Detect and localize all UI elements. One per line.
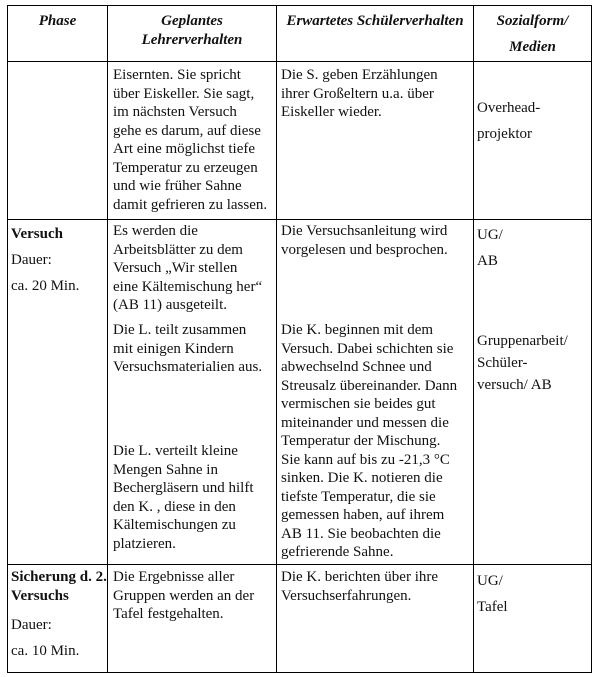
text-line: ihrer Großeltern u.a. über — [281, 85, 434, 102]
header-student: Erwartetes Schülerverhalten — [286, 13, 464, 29]
text-line: Tafel festgehalten. — [113, 606, 224, 622]
text-line: Schüler- — [477, 355, 528, 371]
text-line: Die L. verteilt kleine — [113, 443, 238, 459]
text-line: mit einigen Kindern — [113, 340, 234, 357]
row2-media-text-b — [477, 330, 568, 396]
row2-teacher-text-a — [113, 222, 262, 315]
text-line: damit gefrieren zu lassen. — [113, 196, 268, 213]
text-line: Overhead- — [477, 100, 541, 116]
text-line: Eisernten. Sie spricht — [113, 67, 241, 83]
table-border-bottom — [7, 672, 592, 673]
text-line: vorgelesen und besprochen. — [281, 241, 448, 258]
phase-title: Versuchs — [11, 587, 69, 604]
text-line: über Eiskeller. Sie sagt, — [113, 85, 255, 102]
text-line: Sie kann auf bis zu -21,3 °C — [281, 451, 450, 468]
text-line: Tafel — [477, 599, 508, 615]
text-line: UG/ — [477, 227, 503, 243]
row2-teacher-text-c — [113, 442, 254, 553]
text-line: sinken. Die K. notieren die — [281, 470, 443, 486]
text-line: Dauer: — [11, 617, 52, 633]
text-line: Arbeitsblätter zu dem — [113, 241, 243, 258]
header-media — [474, 12, 591, 56]
text-line: Temperatur zu erzeugen — [113, 159, 258, 176]
header-teacher — [108, 12, 276, 49]
text-line: und wie früher Sahne — [113, 178, 242, 194]
header-divider — [7, 61, 592, 62]
text-line: ca. 10 Min. — [11, 643, 80, 659]
column-divider — [7, 5, 8, 673]
text-line: gemessen haben, auf ihrem — [281, 507, 445, 523]
text-line: Die K. berichten über ihre — [281, 569, 439, 585]
text-line: miteinander und messen die — [281, 414, 449, 431]
text-line: Versuchserfahrungen. — [281, 587, 412, 604]
text-line: Die S. geben Erzählungen — [281, 67, 438, 83]
text-line: projektor — [477, 126, 532, 142]
text-line: Gruppenarbeit/ — [477, 333, 568, 349]
row2-student-text-a — [281, 222, 448, 259]
row2-student-text-b — [281, 321, 457, 562]
text-line: Kältemischungen zu — [113, 517, 236, 533]
header-teacher-line: Lehrerverhalten — [141, 31, 243, 48]
header-media-line: Sozialform/ — [496, 13, 569, 29]
row2-phase — [11, 221, 79, 299]
row2-media-text-a — [477, 222, 503, 274]
text-line: Die L. teilt zusammen — [113, 322, 247, 338]
phase-title: Versuch — [11, 226, 63, 242]
text-line: Streusalz übereinander. Dann — [281, 377, 458, 394]
text-line: Eiskeller wieder. — [281, 104, 382, 120]
text-line: Die Versuchsanleitung wird — [281, 223, 448, 239]
text-line: gefrierende Sahne. — [281, 544, 394, 560]
text-line: Mengen Sahne in — [113, 461, 218, 478]
header-teacher-line: Geplantes — [161, 13, 223, 29]
text-line: Bechergläsern und hilft — [113, 480, 254, 496]
row3-teacher-text — [113, 568, 254, 624]
text-line: gehe es darum, auf diese — [113, 122, 261, 139]
text-line: Die K. beginnen mit dem — [281, 322, 434, 338]
text-line: Versuchsmaterialien aus. — [113, 359, 263, 375]
text-line: AB — [477, 253, 498, 269]
row1-media-text — [477, 95, 540, 147]
text-line: Gruppen werden an der — [113, 587, 255, 604]
text-line: abwechselnd Schnee und — [281, 359, 432, 375]
header-media-line: Medien — [509, 38, 556, 55]
text-line: (AB 11) ausgeteilt. — [113, 297, 228, 313]
text-line: AB 11. Sie beobachten die — [281, 525, 441, 542]
text-line: eine Kältemischung her“ — [113, 278, 263, 295]
text-line: vermischen sie beides gut — [281, 396, 436, 412]
row3-phase — [11, 568, 107, 605]
text-line: den K. , diese in den — [113, 498, 236, 515]
header-phase: Phase — [38, 13, 77, 29]
column-divider — [473, 5, 474, 673]
text-line: Es werden die — [113, 223, 198, 239]
text-line: tiefste Temperatur, die sie — [281, 488, 436, 505]
text-line: versuch/ AB — [477, 377, 552, 393]
text-line: Die Ergebnisse aller — [113, 569, 235, 585]
text-line: Versuch. Dabei schichten sie — [281, 340, 454, 357]
row1-teacher-text — [113, 66, 267, 214]
lesson-plan-table — [7, 5, 592, 673]
table-border-right — [591, 5, 592, 673]
text-line: Dauer: — [11, 252, 52, 268]
text-line: Versuch „Wir stellen — [113, 260, 238, 276]
row-divider — [7, 564, 592, 565]
row3-phase-duration — [11, 612, 79, 664]
text-line: Art eine möglichst tiefe — [113, 141, 256, 157]
text-line: im nächsten Versuch — [113, 104, 237, 120]
column-divider — [276, 5, 277, 673]
text-line: platzieren. — [113, 535, 176, 552]
row3-student-text — [281, 568, 438, 605]
row1-student-text — [281, 66, 438, 122]
row-divider — [7, 219, 592, 220]
row3-media-text — [477, 568, 508, 620]
table-border-top — [7, 5, 592, 6]
column-divider — [107, 5, 108, 673]
phase-title: Sicherung d. 2. — [11, 569, 107, 585]
text-line: Temperatur der Mischung. — [281, 433, 441, 449]
text-line: ca. 20 Min. — [11, 278, 80, 294]
text-line: UG/ — [477, 573, 503, 589]
row2-teacher-text-b — [113, 321, 262, 377]
